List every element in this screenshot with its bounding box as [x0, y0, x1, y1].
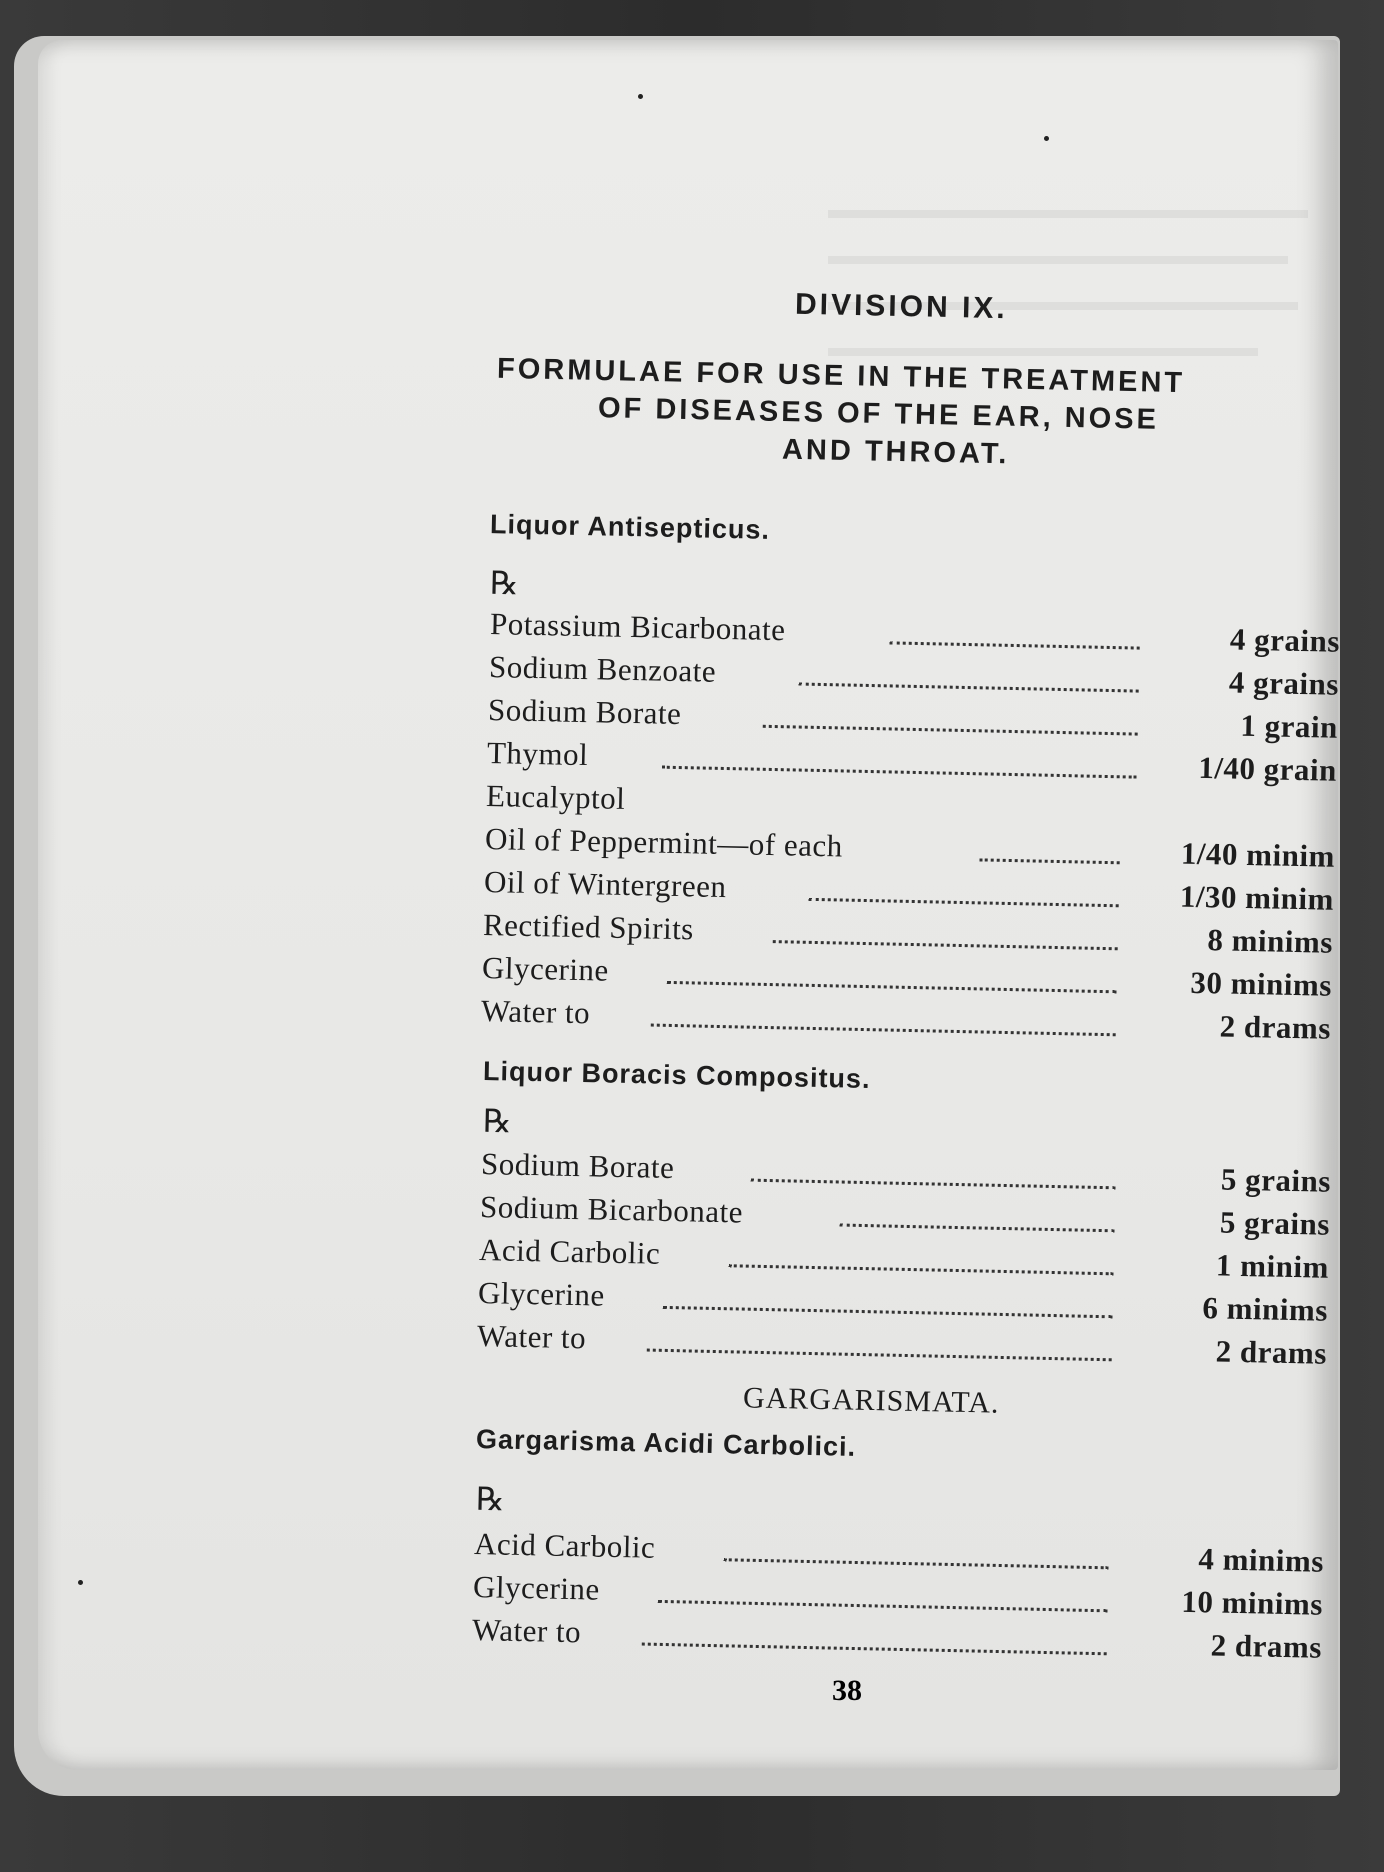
ingredient-name: Acid Carbolic [473, 1526, 656, 1565]
ingredient-quantity: 4 grains [1228, 664, 1340, 702]
leader-dots [662, 766, 1137, 779]
leader-dots [763, 725, 1138, 736]
leader-dots [890, 641, 1140, 649]
ingredient-quantity: 30 minims [1190, 964, 1333, 1003]
leader-dots [799, 682, 1139, 692]
gargarismata-heading: GARGARISMATA. [742, 1381, 1000, 1420]
ingredient-quantity: 2 drams [1210, 1627, 1323, 1665]
leader-dots [751, 1179, 1116, 1190]
ingredient-quantity: 1/40 minim [1180, 835, 1336, 874]
heading-line-1: FORMULAE FOR USE IN THE TREATMENT [496, 352, 1186, 400]
ingredient-quantity: 5 grains [1219, 1204, 1331, 1242]
leader-dots [980, 858, 1120, 864]
ink-speck [78, 1580, 83, 1585]
ingredient-quantity: 6 minims [1202, 1290, 1329, 1328]
ingredient-name: Water to [471, 1612, 582, 1650]
ingredient-name: Sodium Borate [487, 692, 682, 732]
leader-dots [642, 1643, 1107, 1656]
ingredient-quantity: 4 minims [1198, 1541, 1325, 1579]
leader-dots [729, 1264, 1114, 1275]
ingredient-quantity: 1/30 minim [1179, 878, 1335, 917]
ingredient-quantity: 4 grains [1229, 621, 1341, 659]
ingredient-name: Oil of Peppermint—of each [484, 821, 844, 864]
ingredient-name: Rectified Spirits [482, 907, 695, 947]
ingredient-name: Glycerine [472, 1569, 601, 1607]
ingredient-name: Oil of Wintergreen [483, 864, 727, 905]
ink-speck [1044, 136, 1049, 141]
ingredient-quantity: 8 minims [1207, 922, 1334, 960]
ingredient-name: Glycerine [477, 1275, 606, 1313]
leader-dots [658, 1600, 1108, 1612]
ingredient-quantity: 5 grains [1220, 1161, 1332, 1199]
ingredient-name: Sodium Borate [480, 1146, 675, 1186]
ingredient-name: Sodium Bicarbonate [479, 1189, 744, 1230]
ingredient-quantity: 1/40 grain [1198, 749, 1338, 788]
page-number: 38 [832, 1674, 862, 1707]
heading-line-2: OF DISEASES OF THE EAR, NOSE [597, 392, 1160, 436]
rx-symbol: ℞ [475, 1480, 506, 1518]
section-title: Gargarisma Acidi Carbolici. [475, 1424, 857, 1462]
leader-dots [840, 1224, 1115, 1233]
leader-dots [809, 898, 1119, 907]
section-title: Liquor Boracis Compositus. [482, 1055, 871, 1095]
ingredient-name: Eucalyptol [485, 778, 626, 816]
leader-dots [773, 940, 1118, 950]
heading-line-3: AND THROAT. [781, 433, 1010, 471]
section-title: Liquor Antisepticus. [489, 509, 771, 545]
leader-dots [667, 981, 1117, 993]
leader-dots [651, 1024, 1116, 1037]
ingredient-name: Sodium Benzoate [488, 649, 717, 689]
ingredient-name: Water to [480, 993, 591, 1031]
division-label: DIVISION IX. [794, 287, 1009, 326]
ingredient-name: Acid Carbolic [478, 1232, 661, 1271]
ingredient-name: Glycerine [481, 950, 610, 988]
ink-speck [638, 94, 643, 99]
ingredient-name: Water to [476, 1318, 587, 1356]
rx-symbol: ℞ [482, 1102, 513, 1140]
rx-symbol: ℞ [489, 564, 520, 602]
ingredient-quantity: 2 drams [1219, 1008, 1332, 1046]
leader-dots [647, 1349, 1112, 1362]
ingredient-name: Potassium Bicarbonate [489, 606, 786, 648]
ingredient-quantity: 10 minims [1181, 1583, 1324, 1622]
ingredient-quantity: 1 grain [1240, 707, 1339, 745]
leader-dots [663, 1306, 1113, 1318]
leader-dots [724, 1558, 1109, 1569]
ingredient-quantity: 2 drams [1215, 1333, 1328, 1371]
ingredient-name: Thymol [486, 735, 589, 773]
ingredient-quantity: 1 minim [1215, 1247, 1330, 1285]
